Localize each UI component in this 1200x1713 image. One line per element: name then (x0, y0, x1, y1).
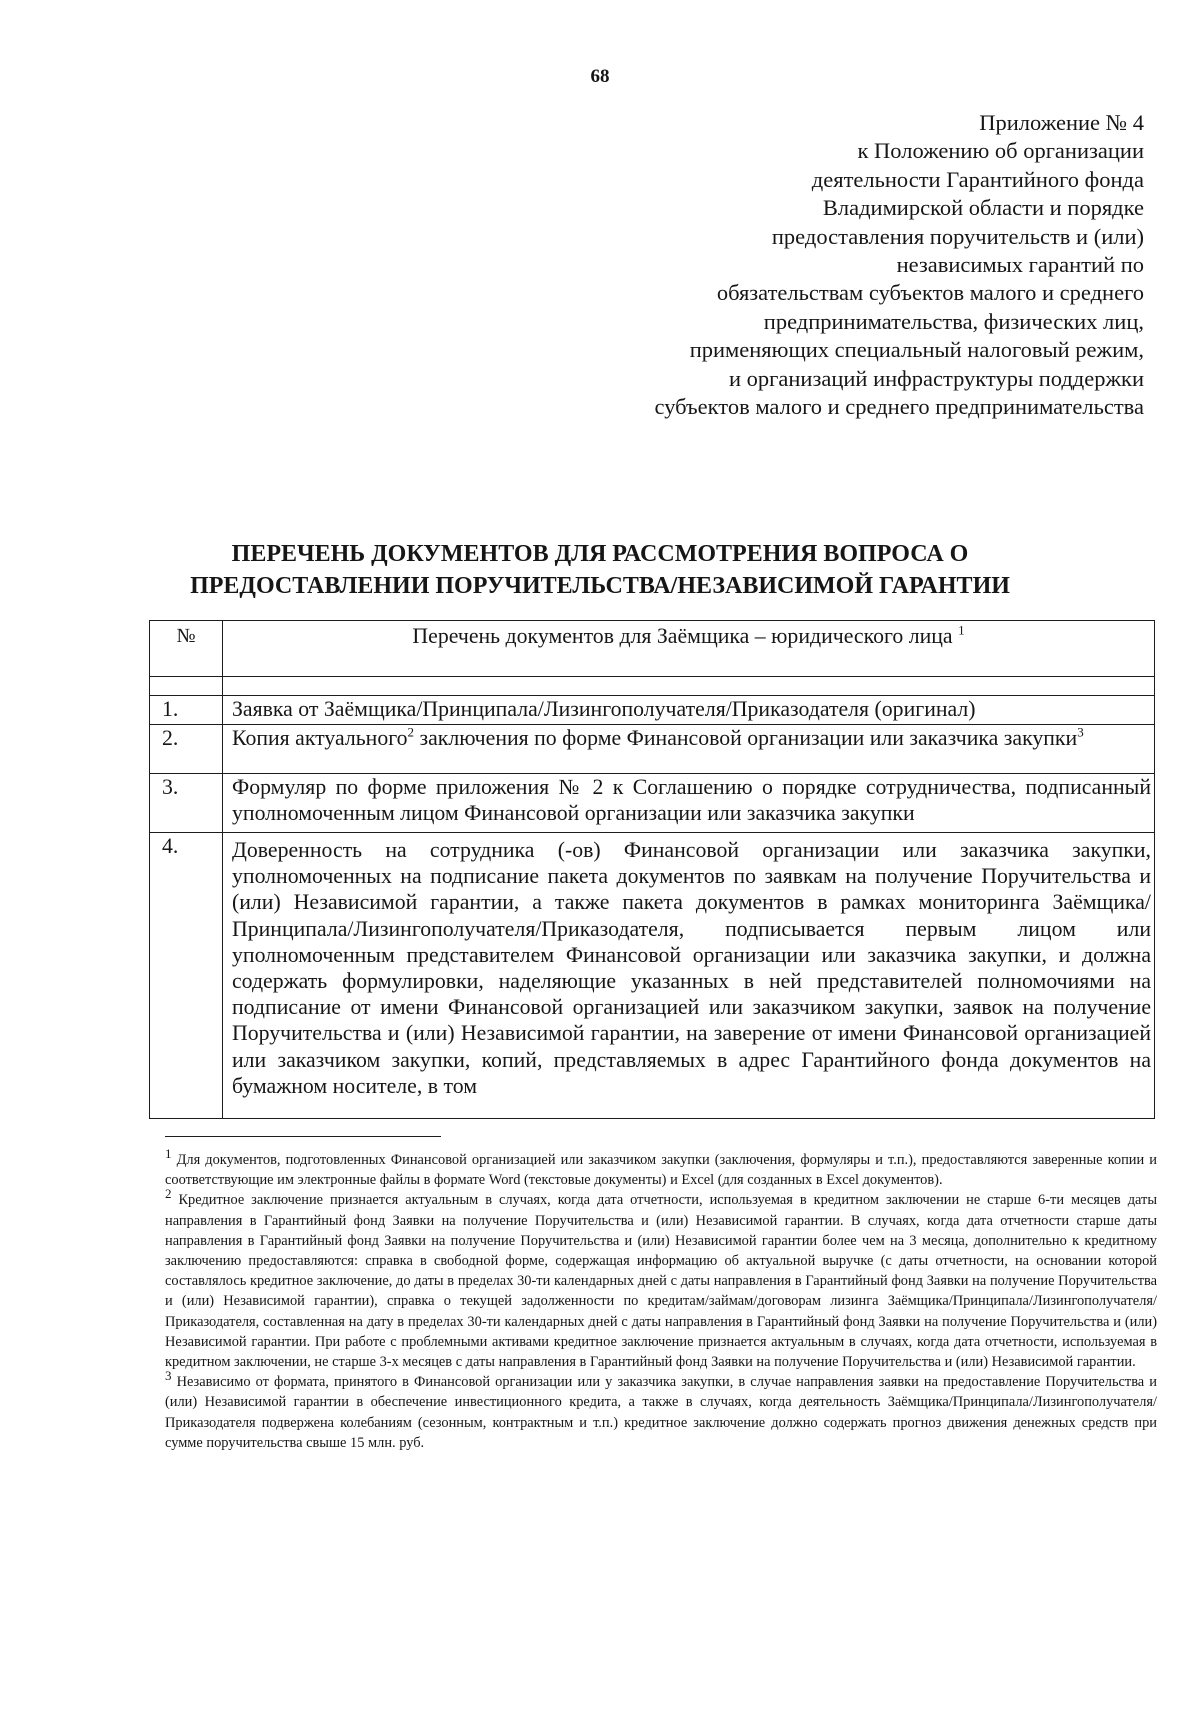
spacer-cell (150, 677, 223, 696)
footnote (165, 1368, 1157, 1453)
spacer-cell (223, 677, 1155, 696)
appendix-line: деятельности Гарантийного фонда (811, 166, 1144, 192)
appendix-line: и организаций инфраструктуры поддержки (729, 365, 1144, 391)
appendix-line: независимых гарантий по (896, 252, 1144, 278)
footnote-text: Для документов, подготовленных Финансовой организацией или заказчиком закупки (заключения, формуляры и т.п.), предоставляются заверенные копии и соответствующие им электронные файлы в формате Word (текстовые документы) и Excel (для созданных в Excel документов). (165, 1152, 1157, 1189)
document-title-line: ПРЕДОСТАВЛЕНИИ ПОРУЧИТЕЛЬСТВА/НЕЗАВИСИМОЙ ГАРАНТИИ (190, 573, 1010, 599)
row-number: 3. (150, 774, 223, 833)
documents-table (149, 620, 1155, 1119)
footnote (165, 1186, 1157, 1372)
appendix-line: применяющих специальный налоговый режим, (689, 337, 1144, 363)
row-text: Формуляр по форме приложения № 2 к Соглашению о порядке сотрудничества, подписанный уполномоченным лицом Финансовой организации или заказчика закупки (223, 774, 1155, 833)
row-number: 1. (150, 696, 223, 725)
appendix-reference (504, 109, 1144, 421)
footnote-ref: 1 (958, 622, 965, 638)
appendix-line: обязательствам субъектов малого и среднего (716, 280, 1144, 306)
footnote (165, 1146, 1157, 1190)
footnote-ref: 3 (1077, 724, 1084, 740)
footnote-marker: 1 (165, 1146, 172, 1162)
header-title-text: Перечень документов для Заёмщика – юридического лица (412, 624, 953, 648)
row-number: 2. (150, 725, 223, 774)
footnote-text: Кредитное заключение признается актуальным в случаях, когда дата отчетности, используемая в кредитном заключении не старше 6-ти месяцев даты направления в Гарантийный фонд Заявки на получение Поручительства и (или) Независимой гарантии. В случаях, когда дата отчетности старше даты направления в Гарантийный фонд Заявки на получение Поручительства и (или) Независимой гарантии более чем на 3 месяца, дополнительно к кредитному заключению предоставляются: справка в свободной форме, содержащая информацию об актуальной выручке (с даты отчетности, на основании которой составлялось кредитное заключение, до даты в пределах 30-ти календарных дней с даты направления в Гарантийный фонд Заявки на получение Поручительства и (или) Независимой гарантии), справка о текущей задолженности по кредитам/займам/договорам лизинга Заёмщика/Принципала/Лизингополучателя/Приказодателя, составленная на дату в пределах 30-ти календарных дней с даты направления в Гарантийный фонд Заявки на получение Поручительства и (или) Независимой гарантии. При работе с проблемными активами кредитное заключение признается актуальным в случаях, когда дата отчетности, используемая в кредитном заключении, не старше 3-х месяцев с даты направления в Гарантийный фонд Заявки на получение Поручительства и (или) Независимой гарантии. (165, 1192, 1157, 1371)
appendix-line: предпринимательства, физических лиц, (763, 308, 1144, 334)
appendix-line: предоставления поручительств и (или) (771, 223, 1144, 249)
row-text: Доверенность на сотрудника (-ов) Финансовой организации или заказчика закупки, уполномоченных на подписание пакета документов по заявкам на получение Поручительства и (или) Независимой гарантии, а также пакета документов в рамках мониторинга Заёмщика/Принципала/Лизингополучателя/Приказодателя, подписывается первым лицом или уполномоченным представителем Финансовой организации или заказчика закупки, и должна содержать формулировки, наделяющие указанных в ней представителей полномочиями на подписание от имени Финансовой организацией или заказчиком закупки, заявок на получение Поручительства и (или) Независимой гарантии, на заверение от имени Финансовой организацией или заказчиком закупки, копий, представляемых в адрес Гарантийного фонда документов на бумажном носителе, в том (223, 833, 1155, 1119)
row-text-part: заключения по форме Финансовой организации или заказчика закупки (414, 726, 1078, 750)
row-text-part: Копия актуального (232, 726, 408, 750)
appendix-line: к Положению об организации (857, 138, 1144, 164)
table-spacer-row (150, 677, 1155, 696)
table-header-row (150, 621, 1155, 677)
footnote-marker: 2 (165, 1186, 172, 1202)
footnote-separator (165, 1136, 441, 1137)
document-title-line: ПЕРЕЧЕНЬ ДОКУМЕНТОВ ДЛЯ РАССМОТРЕНИЯ ВОПРОСА О (231, 541, 969, 567)
footnote-marker: 3 (165, 1368, 172, 1384)
row-text: Заявка от Заёмщика/Принципала/Лизингополучателя/Приказодателя (оригинал) (223, 696, 1155, 725)
appendix-line: субъектов малого и среднего предпринимательства (654, 394, 1144, 420)
table-row (150, 774, 1155, 833)
table-row (150, 696, 1155, 725)
appendix-line: Владимирской области и порядке (822, 195, 1144, 221)
row-number: 4. (150, 833, 223, 1119)
footnote-text: Независимо от формата, принятого в Финансовой организации или у заказчика закупки, в случае направления заявки на предоставление Поручительства и (или) Независимой гарантии в обеспечение инвестиционного кредита, а также в случаях, когда деятельность Заёмщика/Принципала/Лизингополучателя/Приказодателя подвержена колебаниям (сезонным, контрактным и т.п.) кредитное заключение должно содержать прогноз движения денежных средств при сумме поручительства свыше 15 млн. руб. (165, 1374, 1157, 1451)
table-row (150, 833, 1155, 1119)
footnote-ref: 2 (407, 724, 415, 740)
footnotes (165, 1146, 1157, 1453)
header-number-cell: № (150, 621, 223, 677)
row-text (223, 725, 1155, 774)
document-title (0, 538, 1200, 602)
table-row (150, 725, 1155, 774)
appendix-line: Приложение № 4 (979, 110, 1144, 135)
page-number: 68 (590, 66, 610, 87)
header-title-cell (223, 621, 1155, 677)
